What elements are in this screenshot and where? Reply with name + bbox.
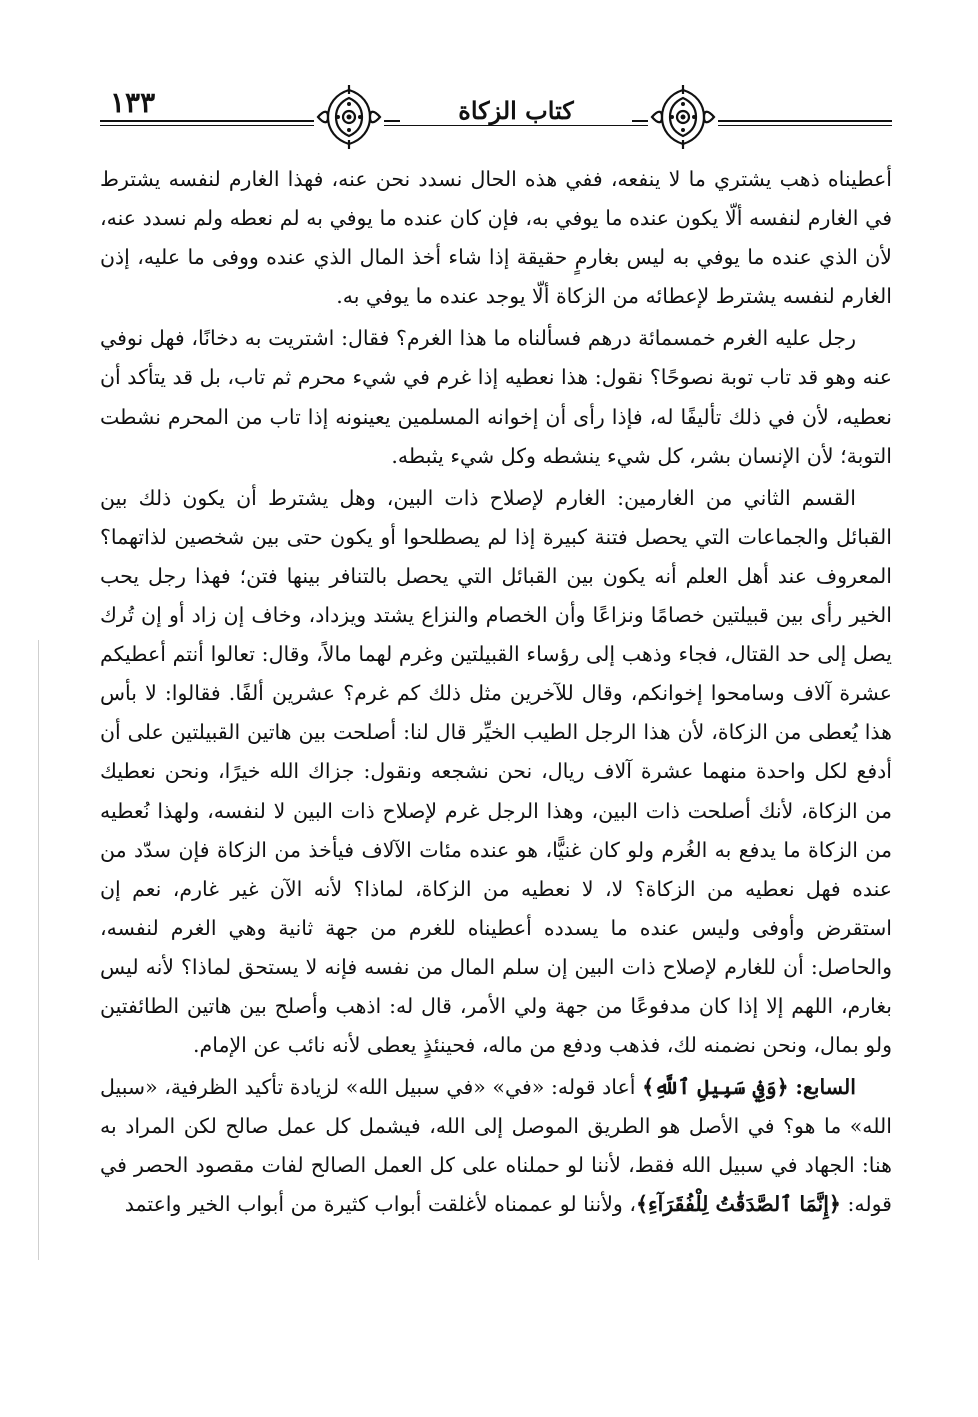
quran-verse: ﴿إِنَّمَا ٱلصَّدَقَٰتُ لِلْفُقَرَآءِ﴾ bbox=[635, 1192, 841, 1217]
header-rule-thin bbox=[100, 125, 892, 126]
paragraph-text: ، ولأننا لو عممناه لأغلقت أبواب كثيرة من أبواب الخير واعتمد bbox=[124, 1192, 636, 1217]
page-body bbox=[100, 160, 892, 1228]
floral-ornament-icon bbox=[648, 84, 718, 150]
page-number: ١٣٣ bbox=[104, 86, 161, 119]
floral-ornament-icon bbox=[314, 84, 384, 150]
paragraph-text: أعاد قوله: «في» «في سبيل الله» لزيادة تأكيد الظرفية، «سبيل الله» ما هو؟ في الأصل هو الطريق الموصل إلى الله، فيشمل كل عمل صالح لكن المراد به هنا: الجهاد في سبيل الله فقط، لأننا لو حملناه على كل العمل الصالح لفات مقصود الحصر في قوله: bbox=[100, 1075, 892, 1217]
paragraph: القسم الثاني من الغارمين: الغارم لإصلاح ذات البين، وهل يشترط أن يكون ذلك بين القبائل والجماعات التي يحصل فتنة كبيرة إذا لم يصطلحوا أو يكون حتى بين شخصين لذاتهما؟ المعروف عند أهل العلم أنه يكون بين القبائل التي يحصل بالتنافر بينها فتن؛ فهذا رجل يحب الخير رأى بين قبيلتين خصامًا ونزاعًا وأن الخصام والنزاع يشتد ويزداد، وخاف إن زاد أو إن تُرك يصل إلى حد القتال، فجاء وذهب إلى رؤساء القبيلتين وغرم لهما مالاً، وقال: تعالوا أنتم أعطيكم عشرة آلاف وسامحوا إخوانكم، وقال للآخرين مثل ذلك كم غرم؟ عشرين ألفًا. فقالوا: لا بأس هذا يُعطى من الزكاة، لأن هذا الرجل الطيب الخيِّر قال لنا: أصلحت بين هاتين القبيلتين على أن أدفع لكل واحدة منهما عشرة آلاف ريال، نحن نشجعه ونقول: جزاك الله خيرًا، ونحن نعطيك من الزكاة، لأنك أصلحت ذات البين، وهذا الرجل غرم لإصلاح ذات البين لا لنفسه، ولهذا نُعطيه من الزكاة ما يدفع به الغُرم ولو كان غنيًّا، هو عنده مئات الآلاف فيأخذ من الزكاة فإن سدّد من عنده فهل نعطيه من الزكاة؟ لا، لا نعطيه من الزكاة، لماذا؟ لأنه الآن غير غارم، نعم إن استقرض وأوفى وليس عنده ما يسدده أعطيناه للغرم من جهة ثانية وهي الغرم لنفسه، والحاصل: أن للغارم لإصلاح ذات البين إن سلم المال من نفسه فإنه لا يستحق لماذا؟ لأنه ليس بغارم، اللهم إلا إذا كان مدفوعًا من جهة ولي الأمر، قال له: اذهب وأصلح بين هاتين الطائفتين ولو بمال، ونحن نضمنه لك، فذهب ودفع من ماله، فحينئذٍ يعطى لأنه نائب عن الإمام. bbox=[100, 485, 892, 1058]
section-lead: السابع: bbox=[795, 1075, 856, 1100]
quran-verse: ﴿وَفِي سَبِيلِ ٱللَّهِ﴾ bbox=[642, 1075, 789, 1100]
scan-margin-line bbox=[38, 640, 39, 1260]
paragraph bbox=[100, 1068, 892, 1224]
paragraph: رجل عليه الغرم خمسمائة درهم فسألناه ما هذا الغرم؟ فقال: اشتريت به دخانًا، فهل نوفي عنه وهو قد تاب توبة نصوحًا؟ نقول: هذا نعطيه إذا غرم في شيء محرم ثم تاب، بل قد يتأكد أن نعطيه، لأن في ذلك تأليفًا له، فإذا رأى أن إخوانه المسلمين يعينونه إذا تاب من المحرم نشطت التوبة؛ لأن الإنسان بشر، كل شيء ينشطه وكل شيء يثبطه. bbox=[100, 326, 892, 468]
paragraph: أعطيناه ذهب يشتري ما لا ينفعه، ففي هذه الحال نسدد نحن عنه، فهذا الغارم لنفسه يشترط في الغارم لنفسه ألّا يكون عنده ما يوفي به، فإن كان عنده ما يوفي به لم نعطه ولم نسدد عنه، لأن الذي عنده ما يوفي به ليس بغارمٍ حقيقة إذا شاء أخذ المال الذي عنده ووفى ما عليه، إذن الغارم لنفسه يشترط لإعطائه من الزكاة ألّا يوجد عنده ما يوفي به. bbox=[100, 167, 892, 309]
page-header bbox=[100, 82, 892, 154]
book-title: كتاب الزكاة bbox=[400, 96, 632, 125]
